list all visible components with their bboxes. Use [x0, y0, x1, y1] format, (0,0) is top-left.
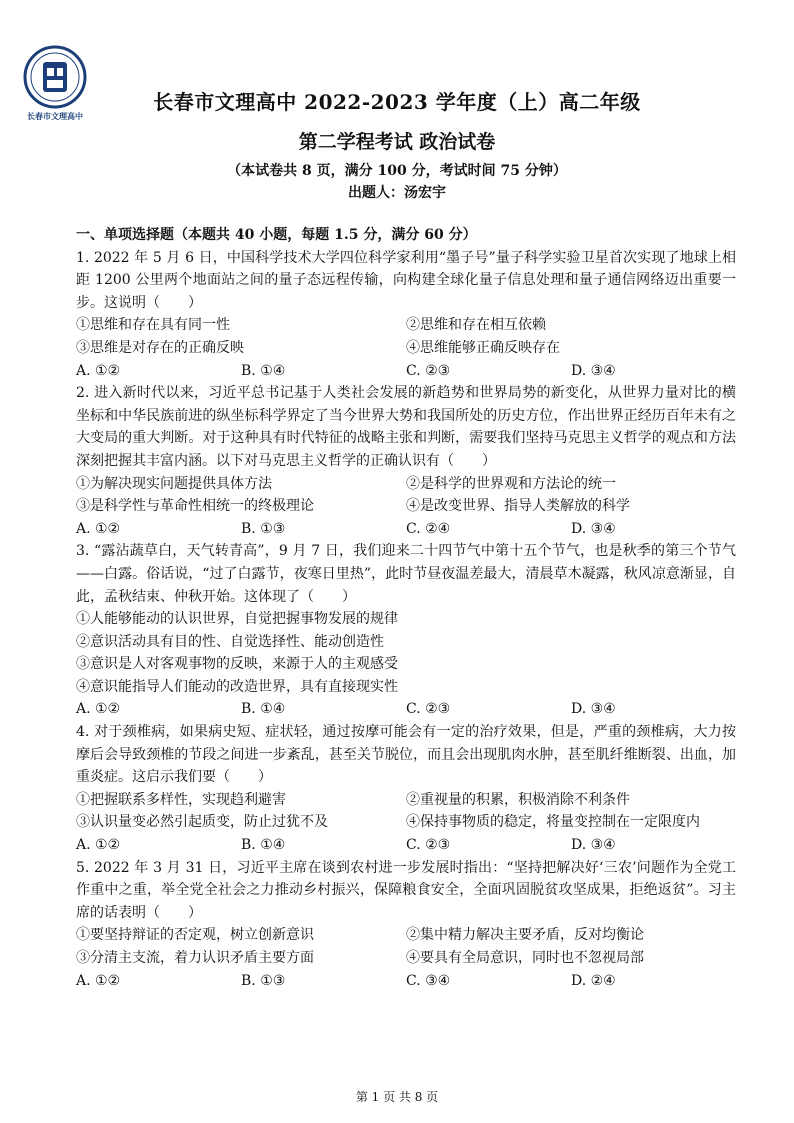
- option-item: ②集中精力解决主要矛盾，反对均衡论: [406, 927, 644, 944]
- exam-author: 出题人：汤宏宇: [348, 185, 446, 201]
- option-item: ③是科学性与革命性相统一的终极理论: [76, 498, 314, 515]
- section-heading: 一、单项选择题（本题共 40 小题，每题 1.5 分，满分 60 分）: [76, 227, 477, 243]
- question-stem: 5. 2022 年 3 月 31 日，习近平主席在谈到农村进一步发展时指出：“坚持把解决好‘三农’问题作为全党工作重中之重，举全党全社会之力推动乡村振兴，保障粮食安全，全面巩固脱贫攻坚成果，拒绝返贫”。习主席的话表明（ ）: [76, 859, 736, 921]
- question-stem: 1. 2022 年 5 月 6 日，中国科学技术大学四位科学家利用“墨子号”量子科学实验卫星首次实现了地球上相距 1200 公里两个地面站之间的量子态远程传输，向构建全球化量子信息处理和量子通信网络迈出重要一步。这说明（ ）: [76, 249, 736, 311]
- question-stem: 3. “露沾蔬草白，天气转青高”，9 月 7 日，我们迎来二十四节气中第十五个节气，也是秋季的第三个节气——白露。俗话说，“过了白露节，夜寒日里热”，此时节昼夜温差最大，清晨草木凝露，秋风凉意渐显，自此，孟秋结束、仲秋开始。这体现了（ ）: [76, 543, 736, 605]
- choice-b: B. ①③: [241, 972, 286, 989]
- choice-b: B. ①④: [241, 362, 286, 379]
- choice-d: D. ③④: [571, 362, 616, 379]
- choice-d: D. ③④: [571, 520, 616, 537]
- choice-a: A. ①②: [76, 520, 121, 537]
- option-item: ④意识能指导人们能动的改造世界，具有直接现实性: [76, 678, 398, 695]
- page-number: 第 1 页 共 8 页: [355, 1090, 439, 1104]
- choice-c: C. ②③: [406, 362, 451, 379]
- questions-area: [76, 224, 736, 992]
- choice-c: C. ②③: [406, 837, 451, 854]
- choice-c: C. ③④: [406, 972, 451, 989]
- question-4: [76, 721, 736, 857]
- option-item: ③思维是对存在的正确反映: [76, 339, 244, 356]
- choice-d: D. ③④: [571, 701, 616, 718]
- option-item: ④是改变世界、指导人类解放的科学: [406, 498, 630, 515]
- choice-b: B. ①④: [241, 701, 286, 718]
- choice-b: B. ①③: [241, 520, 286, 537]
- choice-c: C. ②④: [406, 520, 451, 537]
- choice-a: A. ①②: [76, 701, 121, 718]
- option-item: ①思维和存在具有同一性: [76, 317, 230, 334]
- option-item: ②意识活动具有目的性、自觉选择性、能动创造性: [76, 633, 384, 650]
- option-item: ④保持事物质的稳定，将量变控制在一定限度内: [406, 814, 700, 831]
- option-item: ②重视量的积累，积极消除不利条件: [406, 791, 630, 808]
- option-item: ③分清主支流，着力认识矛盾主要方面: [76, 950, 314, 966]
- option-item: ④思维能够正确反映存在: [406, 339, 560, 356]
- choice-c: C. ②③: [406, 701, 451, 718]
- choice-a: A. ①②: [76, 837, 121, 854]
- question-1: [76, 247, 736, 383]
- option-item: ④要具有全局意识，同时也不忽视局部: [406, 950, 644, 966]
- logo-caption: 长春市文理高中: [27, 111, 83, 121]
- question-3: [76, 540, 736, 721]
- option-item: ①要坚持辩证的否定观，树立创新意识: [76, 927, 314, 944]
- choice-a: A. ①②: [76, 972, 121, 989]
- exam-title: 长春市文理高中 2022-2023 学年度（上）高二年级: [153, 90, 641, 114]
- option-item: ③认识量变必然引起质变，防止过犹不及: [76, 814, 328, 831]
- option-item: ①人能够能动的认识世界，自觉把握事物发展的规律: [76, 611, 398, 628]
- choice-a: A. ①②: [76, 362, 121, 379]
- option-item: ①把握联系多样性，实现趋利避害: [76, 791, 286, 808]
- question-5: [76, 857, 736, 993]
- choice-d: D. ③④: [571, 837, 616, 854]
- option-item: ②思维和存在相互依赖: [406, 317, 546, 334]
- exam-info: （本试卷共 8 页，满分 100 分，考试时间 75 分钟）: [227, 163, 567, 179]
- exam-subtitle: 第二学程考试 政治试卷: [298, 131, 496, 153]
- question-2: [76, 382, 736, 540]
- question-stem: 4. 对于颈椎病，如果病史短、症状轻，通过按摩可能会有一定的治疗效果，但是，严重的颈椎病，大力按摩后会导致颈椎的节段之间进一步紊乱，甚至关节脱位，而且会出现肌肉水肿，甚至肌纤维断裂、出血，加重炎症。这启示我们要（ ）: [76, 724, 736, 786]
- question-stem: 2. 进入新时代以来，习近平总书记基于人类社会发展的新趋势和世界局势的新变化，从世界力量对比的横坐标和中华民族前进的纵坐标科学界定了当今世界大势和我国所处的历史方位，作出世界正经历百年未有之大变局的重大判断。对于这种具有时代特征的战略主张和判断，需要我们坚持马克思主义哲学的观点和方法深刻把握其丰富内涵。以下对马克思主义哲学的正确认识有（ ）: [76, 385, 736, 469]
- choice-b: B. ①④: [241, 837, 286, 854]
- choice-d: D. ②④: [571, 972, 616, 989]
- option-item: ③意识是人对客观事物的反映，来源于人的主观感受: [76, 656, 398, 673]
- option-item: ②是科学的世界观和方法论的统一: [406, 475, 616, 492]
- option-item: ①为解决现实问题提供具体方法: [76, 475, 272, 492]
